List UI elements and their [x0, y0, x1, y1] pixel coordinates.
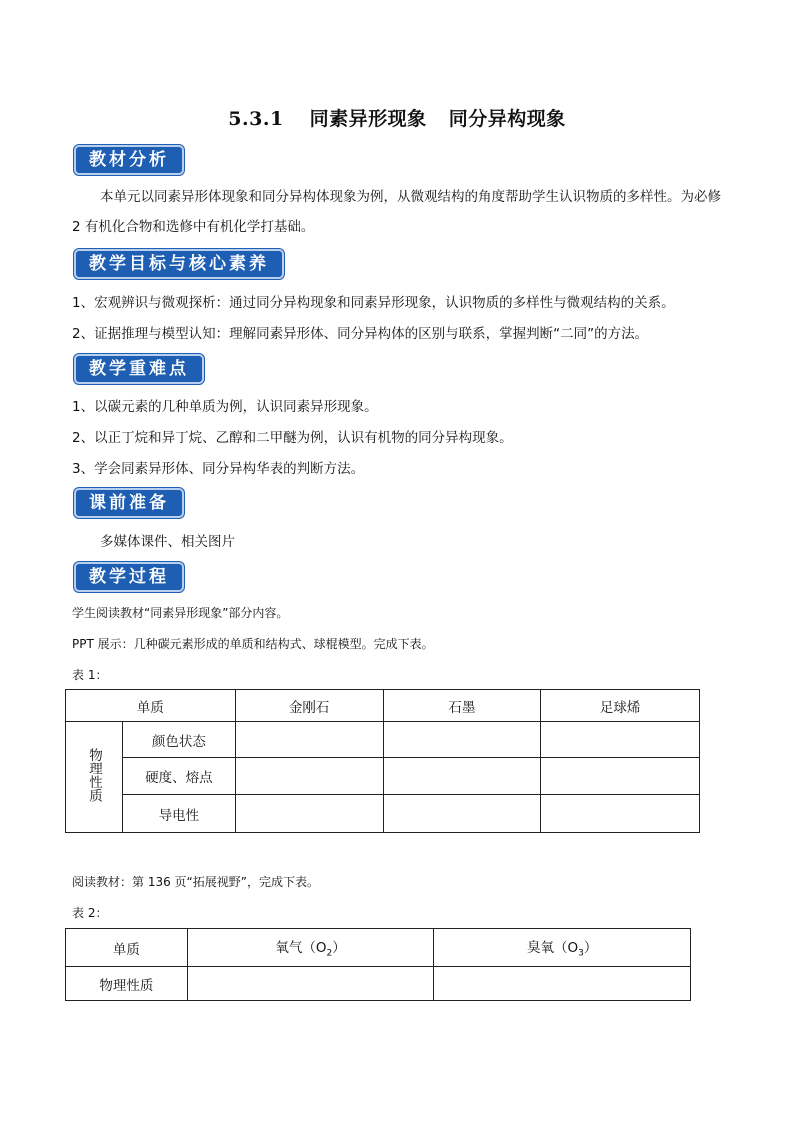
process-line-1: 学生阅读教材“同素异形现象”部分内容。	[72, 606, 289, 620]
table-oxygen-allotropes	[65, 928, 691, 1001]
table2-header-oxygen: 氧气$(O_2)$	[187, 929, 434, 967]
table2-header-substance: 单质	[66, 929, 188, 967]
table1-cell	[383, 722, 541, 758]
table2-row-label-physical: 物理性质	[66, 967, 188, 1001]
table-carbon-allotropes	[65, 689, 700, 833]
table-row	[66, 722, 700, 758]
table1-cell	[235, 758, 383, 795]
key-point-3: 3、学会同素异形体、同分异构华表的判断方法。	[72, 461, 365, 477]
prep-text: 多媒体课件、相关图片	[100, 534, 235, 550]
table1-header-row	[66, 690, 700, 722]
table1-header-diamond: 金刚石	[235, 690, 383, 722]
table1-cell	[541, 795, 700, 833]
table1-header-graphite: 石墨	[383, 690, 541, 722]
table1-group-label: 物理性质	[85, 748, 102, 802]
page-title	[0, 104, 794, 131]
table-row	[66, 967, 691, 1001]
table1-header-substance: 单质	[66, 690, 236, 722]
table2-header-row	[66, 929, 691, 967]
title-main: 同素异形现象	[309, 108, 427, 130]
table-row	[66, 795, 700, 833]
table1-cell	[541, 758, 700, 795]
table2-header-ozone: 臭氧$(O_3)$	[434, 929, 691, 967]
key-point-2: 2、以正丁烷和异丁烷、乙醇和二甲醚为例，认识有机物的同分异构现象。	[72, 430, 513, 446]
table2-label: 表 2：	[72, 906, 108, 920]
goal-item-2: 2、证据推理与模型认知：理解同素异形体、同分异构体的区别与联系，掌握判断“二同”的方法。	[72, 326, 649, 342]
section-heading-process: 教学过程	[74, 562, 184, 592]
table1-cell	[235, 722, 383, 758]
table1-cell	[541, 722, 700, 758]
table1-row-label-color: 颜色状态	[122, 722, 235, 758]
section-heading-prep: 课前准备	[74, 488, 184, 518]
title-number: 5.3.1	[228, 108, 284, 130]
table2-cell	[187, 967, 434, 1001]
process-line-2: PPT 展示：几种碳元素形成的单质和结构式、球棍模型。完成下表。	[72, 637, 434, 651]
analysis-text: 本单元以同素异形体现象和同分异构体现象为例，从微观结构的角度帮助学生认识物质的多样性。为必修 2 有机化合物和选修中有机化学打基础。	[72, 189, 721, 235]
table1-cell	[383, 795, 541, 833]
table1-header-fullerene: 足球烯	[541, 690, 700, 722]
table1-group-cell	[66, 722, 123, 833]
title-sub: 同分异构现象	[448, 108, 566, 130]
table1-row-label-conductivity: 导电性	[122, 795, 235, 833]
table2-cell	[434, 967, 691, 1001]
section-heading-key-points: 教学重难点	[74, 354, 204, 384]
process-line-3: 阅读教材：第 136 页“拓展视野”，完成下表。	[72, 875, 319, 889]
section-heading-analysis: 教材分析	[74, 145, 184, 175]
table1-cell	[383, 758, 541, 795]
table1-label: 表 1：	[72, 668, 108, 682]
table1-row-label-hardness: 硬度、熔点	[122, 758, 235, 795]
key-point-1: 1、以碳元素的几种单质为例，认识同素异形现象。	[72, 399, 378, 415]
table-row	[66, 758, 700, 795]
section-heading-goals: 教学目标与核心素养	[74, 249, 284, 279]
goal-item-1: 1、宏观辨识与微观探析：通过同分异构现象和同素异形现象，认识物质的多样性与微观结构的关系。	[72, 295, 675, 311]
table1-cell	[235, 795, 383, 833]
